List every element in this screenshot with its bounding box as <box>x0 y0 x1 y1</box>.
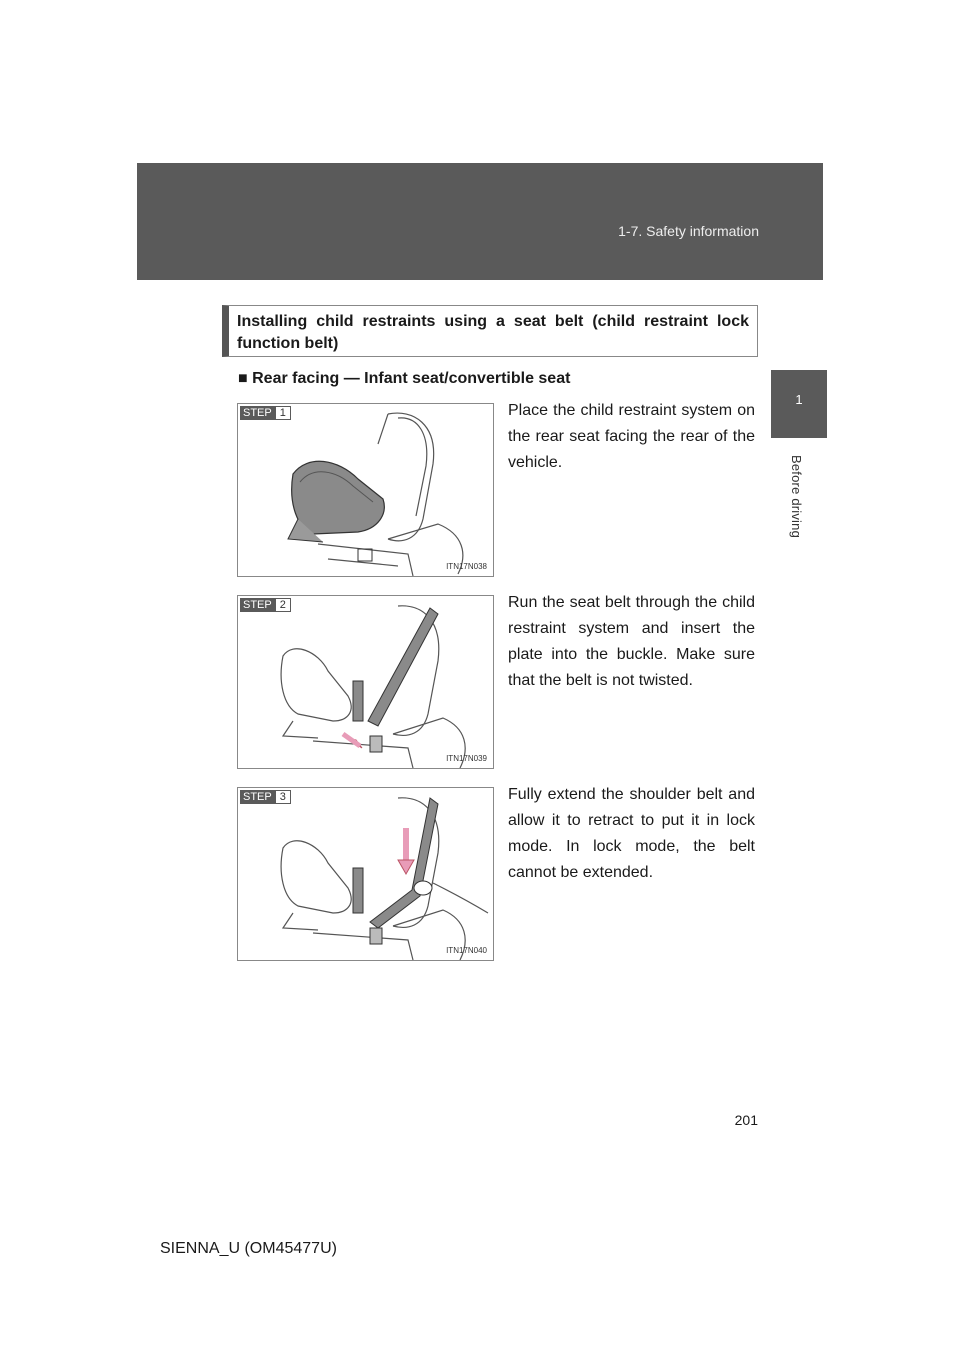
seat-illustration-1 <box>238 404 494 577</box>
step-1-figure <box>237 403 494 577</box>
section-header: 1-7. Safety information <box>618 223 759 239</box>
page-number: 201 <box>734 1112 758 1128</box>
footer-model-code: SIENNA_U (OM45477U) <box>160 1240 337 1257</box>
step-2-text: Run the seat belt through the child restraint system and insert the plate into the buckle. Make sure that the belt is not twisted. <box>508 594 755 689</box>
step-label: STEP <box>240 790 275 804</box>
chapter-label-text: Before driving <box>789 455 804 539</box>
header-band <box>137 163 823 280</box>
seat-illustration-2 <box>238 596 494 769</box>
step-label: STEP <box>240 406 275 420</box>
seat-illustration-3 <box>238 788 494 961</box>
step-number: 1 <box>275 406 291 420</box>
step-1-text: Place the child restraint system on the rear seat facing the rear of the vehicle. <box>508 402 755 471</box>
chapter-label <box>771 455 827 555</box>
step-2-badge <box>240 598 291 612</box>
step-number: 3 <box>275 790 291 804</box>
figure-code: ITN17N040 <box>446 946 487 955</box>
step-1-badge <box>240 406 291 420</box>
section-title: Installing child restraints using a seat belt (child restraint lock function belt) <box>237 313 749 352</box>
section-title-box <box>222 305 758 357</box>
figure-code: ITN17N039 <box>446 754 487 763</box>
step-3-figure <box>237 787 494 961</box>
step-2-figure <box>237 595 494 769</box>
figure-code: ITN17N038 <box>446 562 487 571</box>
chapter-tab <box>771 370 827 438</box>
step-3-text: Fully extend the shoulder belt and allow it to retract to put it in lock mode. In lock mode, the belt cannot be extended. <box>508 786 755 881</box>
step-3-badge <box>240 790 291 804</box>
subheading: ■ Rear facing — Infant seat/convertible seat <box>238 370 571 387</box>
step-number: 2 <box>275 598 291 612</box>
step-label: STEP <box>240 598 275 612</box>
chapter-number: 1 <box>795 392 803 407</box>
